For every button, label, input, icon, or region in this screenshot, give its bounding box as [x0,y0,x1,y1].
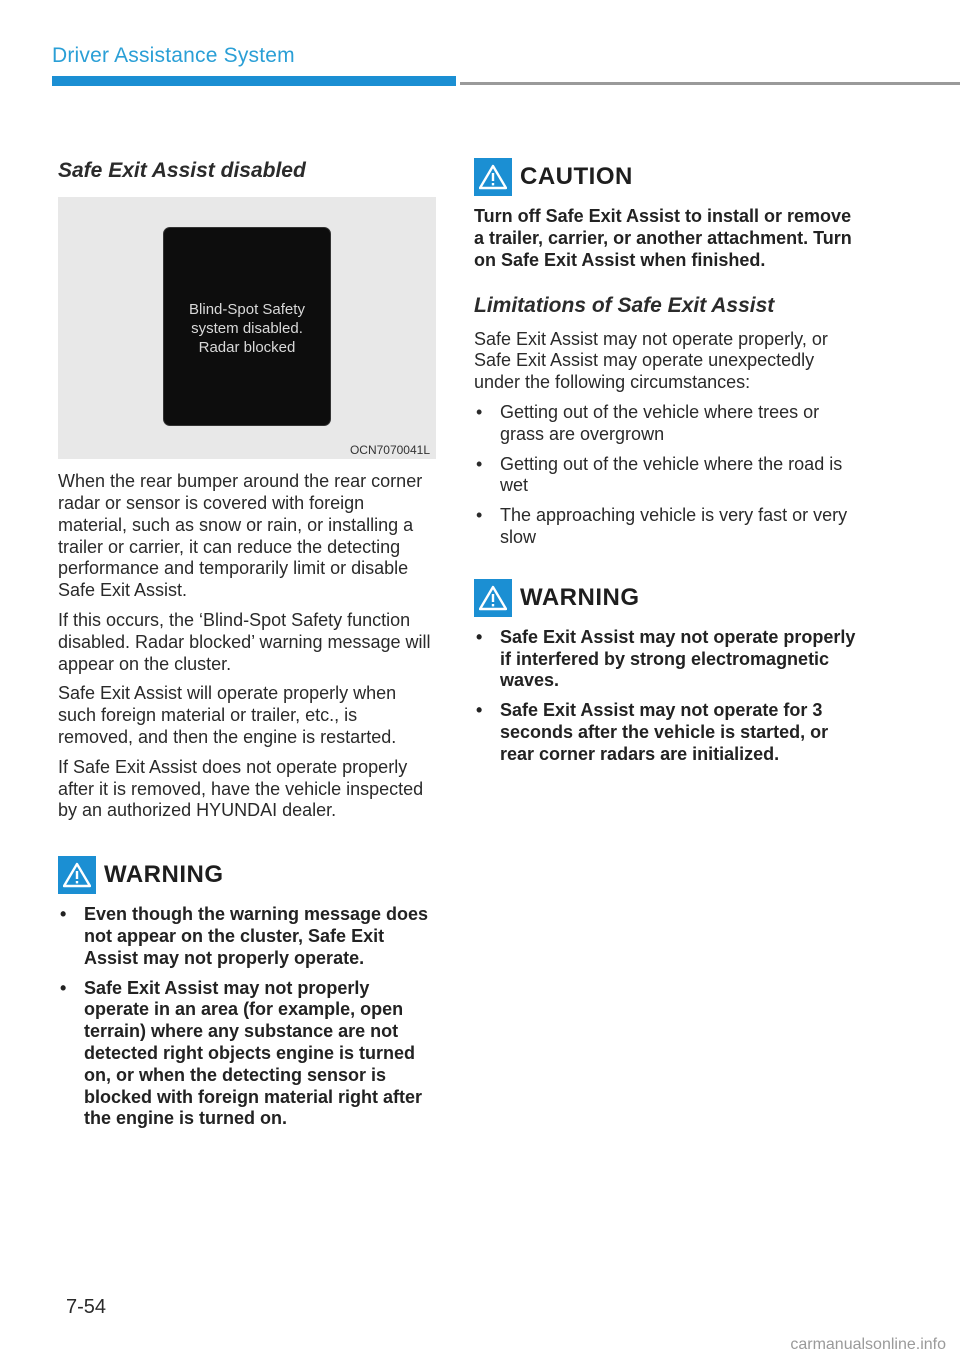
paragraph: When the rear bumper around the rear corner radar or sensor is covered with foreign material, such as snow or rain, or installing a trailer or carrier, it can reduce the detecting performance and temporarily limit or disable Safe Exit Assist. [58,471,423,601]
warning-triangle-icon [474,158,512,196]
left-column [58,158,436,1138]
cluster-display [163,227,331,426]
watermark: carmanualsonline.info [790,1336,946,1353]
warning-label: WARNING [104,861,224,889]
list-item: • Even though the warning message does not appear on the cluster, Safe Exit Assist may not properly operate. [60,904,429,968]
list-item: • Safe Exit Assist may not operate for 3 seconds after the vehicle is started, or rear corner radars are initialized. [476,700,829,764]
bullet-dot: • [476,626,483,647]
bullet-dot: • [476,401,483,422]
warning-list [58,904,436,1130]
list-item: • Getting out of the vehicle where the road is wet [476,453,843,496]
right-column [474,158,860,774]
cluster-figure [58,197,436,459]
warning-header [58,856,436,894]
list-item: • Safe Exit Assist may not properly operate in an area (for example, open terrain) where any substance are not detected right objects engine is turned on, or when the detecting sensor is blocked with foreign material right after the engine is turned on. [60,977,423,1129]
limitations-list [474,402,860,549]
warning-header [474,579,860,617]
paragraph: If Safe Exit Assist does not operate properly after it is removed, have the vehicle inspected by an authorized HYUNDAI dealer. [58,756,424,821]
paragraph: If this occurs, the ‘Blind-Spot Safety function disabled. Radar blocked’ warning message will appear on the cluster. [58,609,431,674]
limitations-intro: Safe Exit Assist may not operate properly, or Safe Exit Assist may operate unexpectedly under the following circumstances: [474,328,828,393]
paragraph: Safe Exit Assist will operate properly when such foreign material or trailer, etc., is removed, and then the engine is restarted. [58,683,397,747]
cluster-message: Blind-Spot Safety system disabled. Radar blocked [189,301,305,357]
limitations-title: Limitations of Safe Exit Assist [474,294,775,318]
warning-list [474,627,860,766]
list-item: • Safe Exit Assist may not operate properly if interfered by strong electromagnetic waves. [476,626,856,691]
caution-text: Turn off Safe Exit Assist to install or remove a trailer, carrier, or another attachment. Turn on Safe Exit Assist when finished. [474,206,852,270]
header-rule [460,82,960,85]
caution-header [474,158,860,196]
warning-triangle-icon [58,856,96,894]
warning-label: WARNING [520,583,640,611]
section-title: Safe Exit Assist disabled [58,159,306,182]
list-item: • Getting out of the vehicle where trees or grass are overgrown [476,401,820,444]
running-header: Driver Assistance System [52,44,295,67]
bullet-dot: • [476,453,483,474]
bullet-dot: • [60,904,67,925]
figure-code: OCN7070041L [349,443,430,458]
warning-triangle-icon [474,579,512,617]
bullet-dot: • [476,505,483,526]
bullet-dot: • [60,977,67,998]
caution-label: CAUTION [520,163,633,190]
page-number: 7-54 [66,1296,107,1318]
header-accent-bar [52,76,456,86]
bullet-dot: • [476,700,483,721]
list-item: • The approaching vehicle is very fast or very slow [476,505,848,547]
